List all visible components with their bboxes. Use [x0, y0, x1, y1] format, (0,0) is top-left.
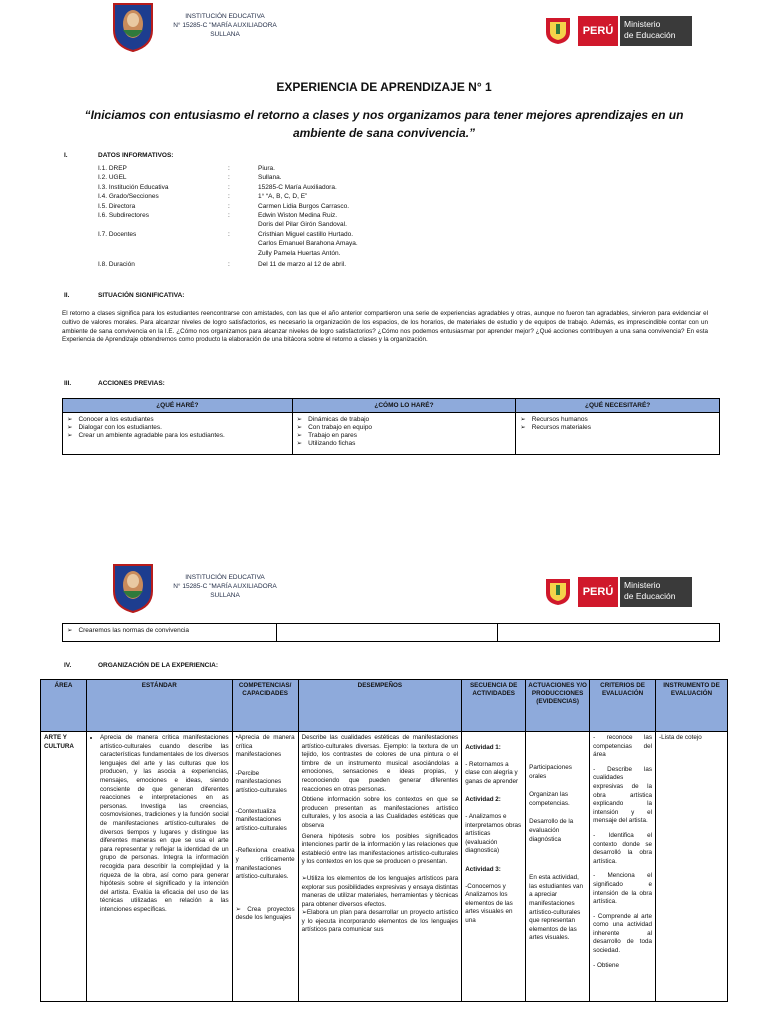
list-item: - Describe las cualidades expresivas de la obra artística explicando la intensión y el mensaje del artista. [593, 765, 653, 825]
acciones-previas-continuation [62, 623, 720, 642]
ministry-logo [540, 10, 700, 50]
list-item: ➢ Crea proyectos desde los lenguajes [235, 905, 295, 922]
peru-brand: PERÚ [578, 577, 618, 607]
table-cell [498, 624, 720, 642]
page-2 [0, 545, 768, 1024]
list-item: ➢ Con trabajo en equipo [297, 424, 512, 432]
table-header: INSTRUMENTO DE EVALUACIÓN [656, 680, 728, 732]
table-cell [516, 413, 720, 455]
list-item: Genera hipótesis sobre los posibles significados intenciones partir de la información y las relaciones que estableció entre las manifestaciones artístico-culturales y los contextos en los que se producen o presentan. [301, 832, 459, 866]
list-item: ➢ Trabajo en pares [297, 432, 512, 440]
datos-informativos: I.1. DREP : Piura. I.2. UGEL : Sullana. I.3. Institución Educativa : 15285-C María Auxiliadora. I.4. Grado/Secciones : 1° “A, B, C, D, E” I.5. Directora : Carmen Lidia Burgos Carrasco. I.6. Subdirectores : Edwin Wiston Medina Ruiz. Doris del Pilar Girón Sandoval. I.7. Docentes : Cristhian Miguel castillo Hurtado. Carlos Emanuel Barahona Amaya. Zully Pamela Huertas Antón. I.8. Duración : Del 11 de marzo al 12 de abril. [98, 165, 358, 269]
table-header: SECUENCIA DE ACTIVIDADES [462, 680, 526, 732]
list-item: -Contextualiza manifestaciones artístico-culturales [235, 807, 287, 832]
list-item: ➢ Dinámicas de trabajo [297, 416, 512, 424]
instrumento-cell: -Lista de cotejo [656, 732, 728, 1002]
ministry-name: Ministerio de Educación [620, 577, 692, 607]
area-cell: ARTE Y CULTURA [41, 732, 87, 1002]
section-number: IV. [64, 662, 72, 669]
peru-coat-of-arms-icon [540, 571, 576, 607]
peru-coat-of-arms-icon [540, 10, 576, 46]
list-item: - reconoce las competencias del área [593, 734, 653, 759]
list-item: ➢Utiliza los elementos de los lenguajes artísticos para explorar sus posibilidades expresivas y ensaya distintas maneras de utilizar materiales, herramientas y técnicas para obtener diversos efectos. [301, 874, 459, 908]
list-item: ➢ Dialogar con los estudiantes. [67, 424, 288, 432]
peru-brand: PERÚ [578, 16, 618, 46]
table-header: COMPETENCIAS/ CAPACIDADES [232, 680, 298, 732]
list-item: • Aprecia de manera crítica manifestaciones artístico-culturales cuando describe las características fundamentales de los diversos lenguajes del arte y las culturas que los producen, y las asocia a experiencias, mensajes, emociones e ideas, siendo consciente de que generan diferentes reacciones e interpretaciones en as personas. Investiga las creencias, cosmovisiones, tradiciones y la función social de manifestaciones artístico-culturales de diversos tiempos y lugares y distingue las diferentes maneras en que se usa el arte para representar y reflejar la identidad de un grupo de personas. Integra la información recogida para describir la complejidad y la riqueza de la obra, así como para generar hipótesis sobre el significado y la intención del artista. Evalúa la eficacia del uso de las técnicas utilizadas en relación a las intenciones específicas. [100, 734, 229, 914]
table-header: ESTÁNDAR [86, 680, 232, 732]
table-header: ACTUACIONES Y/O PRODUCCIONES (EVIDENCIAS) [526, 680, 590, 732]
organizacion-table [40, 679, 728, 1002]
header [0, 0, 768, 60]
table-header: ¿QUÉ NECESITARÉ? [516, 399, 720, 413]
table-header: DESEMPEÑOS [298, 680, 462, 732]
section-title: SITUACIÓN SIGNIFICATIVA: [98, 292, 185, 299]
desempenos-cell [298, 732, 462, 1002]
list-item: ➢Elabora un plan para desarrollar un proyecto artístico y lo ejecuta incorporando elementos de los lenguajes artísticos para comunicar sus [301, 909, 459, 934]
experience-quote: “Iniciamos con entusiasmo el retorno a clases y nos organizamos para tener mejores aprendizajes en un ambiente de sana convivencia.” [84, 108, 684, 140]
list-item: En esta actividad, las estudiantes van a apreciar manifestaciones artístico-culturales que representan elementos de las artes visuales. [529, 874, 584, 942]
table-header: ¿QUÉ HARÉ? [63, 399, 293, 413]
list-item: ➢ Crearemos las normas de convivencia [67, 626, 272, 634]
list-item: ➢ Crear un ambiente agradable para los estudiantes. [67, 432, 288, 440]
list-item: Organizan las competencias. [529, 791, 570, 807]
header [0, 561, 768, 621]
table-cell [292, 413, 516, 455]
situacion-significativa: El retorno a clases significa para los estudiantes reencontrarse con amistades, con las que el año anterior compartieron una serie de experiencias agradables y otras, aunque no fueron tan agradables, sirvieron para evidenciar el cultivo de valores morales. Para alcanzar niveles de logro satisfactorios, es necesario la organización de los espacios, de los horarios, de materiales de estudio y de equipos de trabajo. Además, es imprescindible contar con un ambiente de sana convivencia en la I.E. ¿Cómo nos organizamos para alcanzar niveles de logro satisfactorios? ¿Cómo nos podemos entusiasmar por aprender mejor? ¿Qué acciones contribuyen a una sana convivencia? En esta Experiencia de Aprendizaje obtendremos como producto la elaboración de una bitácora sobre el retorno a clases y la organización. [62, 310, 708, 344]
actuaciones-cell [526, 732, 590, 1002]
list-item: ➢ Recursos humanos [520, 416, 715, 424]
list-item: - Menciona el significado e intensión de la obra artística. [593, 872, 653, 906]
list-item: ➢ Conocer a los estudiantes [67, 416, 288, 424]
list-item: ➢ Utilizando fichas [297, 440, 512, 448]
table-cell [63, 624, 277, 642]
section-number: III. [64, 380, 72, 387]
list-item: •Aprecia de manera crítica manifestaciones [235, 734, 295, 759]
section-number: II. [64, 292, 70, 299]
list-item: - Identifica el contexto donde se desarrolló la obra artística. [593, 831, 653, 865]
section-title: ACCIONES PREVIAS: [98, 380, 165, 387]
list-item: - Obtiene [593, 961, 620, 969]
estandar-cell [86, 732, 232, 1002]
document-title: EXPERIENCIA DE APRENDIZAJE N° 1 [276, 80, 492, 94]
list-item: Desarrollo de la evaluación diagnóstica [529, 818, 574, 843]
table-header: ¿CÓMO LO HARÉ? [292, 399, 516, 413]
school-crest-icon [110, 0, 156, 52]
criterios-cell [590, 732, 656, 1002]
list-item: Participaciones orales [529, 764, 572, 780]
list-item: Describe las cualidades estéticas de manifestaciones artístico-culturales diversas. Ejemplo: la textura de un tejido, los contrastes de colores de una pintura o el timbre de un instrumento musical asociándolas a emociones, sensaciones e ideas propias, y reconociendo que pueden generar diferentes reacciones en otras personas. [301, 734, 459, 793]
list-item: -Percibe manifestaciones artístico-culturales [235, 769, 287, 794]
table-cell [276, 624, 498, 642]
section-title: ORGANIZACIÓN DE LA EXPERIENCIA: [98, 662, 219, 669]
list-item: Obtiene información sobre los contextos en que se producen presentan as manifestaciones artístico culturales, y los asocia a las Cualidades estéticas que observa [301, 796, 459, 829]
table-header: ÁREA [41, 680, 87, 732]
school-crest-icon [110, 561, 156, 613]
list-item: -Reflexiona creativa y críticamente manifestaciones artístico-culturales. [235, 847, 295, 881]
institution-name: INSTITUCIÓN EDUCATIVA N° 15285-C "MARÍA AUXILIADORA SULLANA [173, 574, 277, 599]
table-cell [63, 413, 293, 455]
institution-name: INSTITUCIÓN EDUCATIVA N° 15285-C "MARÍA AUXILIADORA SULLANA [173, 13, 277, 38]
table-header: CRITERIOS DE EVALUACIÓN [590, 680, 656, 732]
acciones-previas-table [62, 398, 720, 455]
list-item: ➢ Recursos materiales [520, 424, 715, 432]
competencias-cell [232, 732, 298, 1002]
ministry-logo [540, 571, 700, 611]
section-title: DATOS INFORMATIVOS: [98, 152, 174, 159]
section-number: I. [64, 152, 68, 159]
list-item: - Comprende al arte como una actividad inherente al desarrollo de toda sociedad. [593, 912, 653, 955]
secuencia-cell: Actividad 1: - Retornamos a clase con alegría y ganas de aprender Actividad 2: - Analizamos e interpretamos obras artísticas (evaluación diagnostica) Actividad 3: -Conocemos y Analizamos los elementos de las artes visuales en una [462, 732, 526, 1002]
ministry-name: Ministerio de Educación [620, 16, 692, 46]
